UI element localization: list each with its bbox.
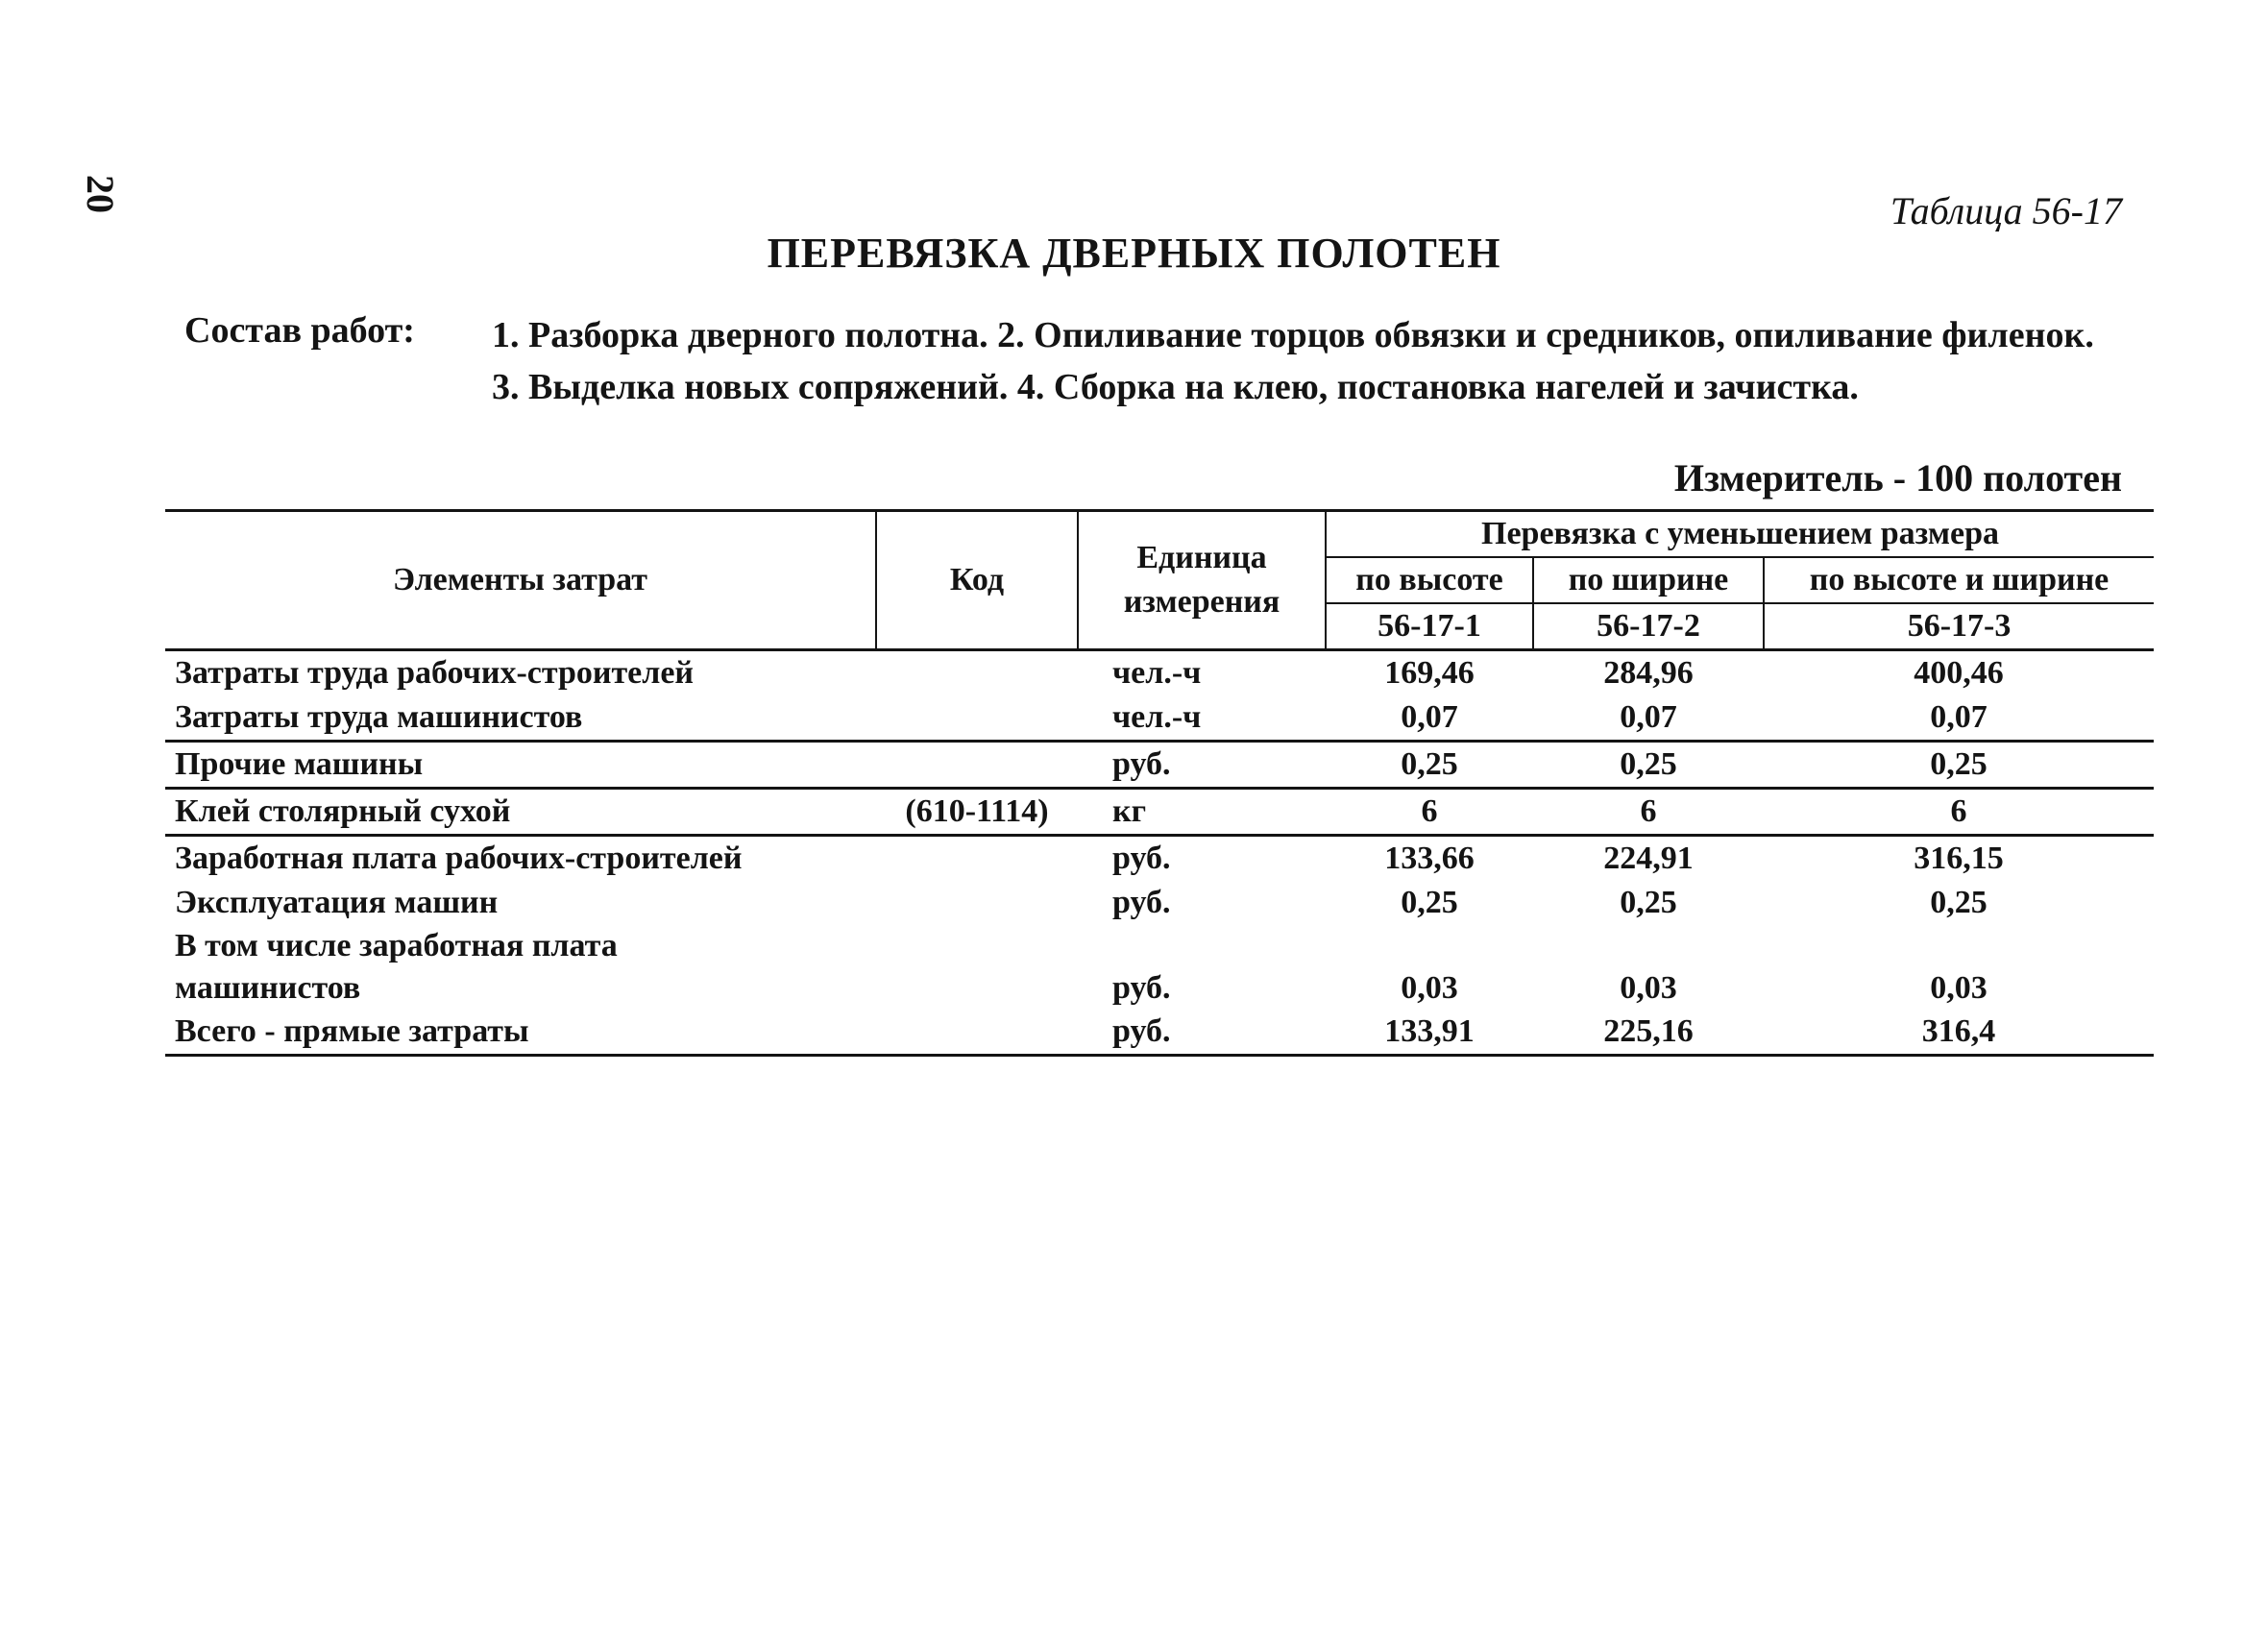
row-value-3 — [1764, 925, 2154, 967]
header-unit — [1078, 511, 1326, 650]
header-unit-line1: Единица — [1136, 540, 1267, 575]
row-unit: руб. — [1112, 841, 1171, 876]
row-value-1: 133,91 — [1326, 1010, 1533, 1056]
row-code — [876, 695, 1078, 742]
work-composition-label: Состав работ: — [184, 310, 415, 351]
page-number: 20 — [79, 175, 122, 213]
row-name: Затраты труда рабочих-строителей — [175, 655, 695, 691]
row-unit: руб. — [1078, 742, 1326, 789]
header-sub-height: по высоте — [1326, 557, 1533, 603]
header-code-2: 56-17-2 — [1533, 603, 1764, 650]
row-value-2: 225,16 — [1533, 1010, 1764, 1056]
measure-unit: Измеритель - 100 полотен — [1673, 456, 2122, 500]
row-code — [876, 881, 1078, 925]
row-value-3: 6 — [1764, 789, 2154, 836]
table-row — [165, 1010, 2154, 1056]
row-code: (610-1114) — [876, 789, 1078, 836]
row-name: Прочие машины — [165, 742, 876, 789]
page-title: ПЕРЕВЯЗКА ДВЕРНЫХ ПОЛОТЕН — [767, 230, 1501, 277]
row-value-1: 0,07 — [1326, 695, 1533, 742]
header-code-3: 56-17-3 — [1764, 603, 2154, 650]
row-name: Клей столярный сухой — [165, 789, 876, 836]
table-row — [165, 836, 2154, 882]
row-unit: кг — [1078, 789, 1326, 836]
row-code — [876, 925, 1078, 967]
row-value-1: 6 — [1326, 789, 1533, 836]
row-unit: руб. — [1078, 1010, 1326, 1056]
row-value-1: 0,25 — [1326, 742, 1533, 789]
row-value-3: 0,07 — [1764, 695, 2154, 742]
row-value-3: 0,25 — [1930, 885, 1988, 920]
row-value-3: 0,03 — [1930, 970, 1988, 1006]
row-name: Заработная плата рабочих-строителей — [175, 841, 743, 876]
table-row — [165, 742, 2154, 789]
row-code — [876, 836, 1078, 882]
row-value-2: 0,07 — [1533, 695, 1764, 742]
row-value-3: 400,46 — [1914, 655, 2004, 691]
row-value-2: 0,25 — [1620, 885, 1677, 920]
row-value-1 — [1326, 925, 1533, 967]
header-code: Код — [876, 511, 1078, 650]
table-row — [165, 967, 2154, 1010]
row-value-2 — [1533, 925, 1764, 967]
table-row — [165, 789, 2154, 836]
row-code — [876, 742, 1078, 789]
row-value-1: 0,25 — [1401, 885, 1458, 920]
row-unit: руб. — [1112, 885, 1171, 920]
header-unit-line2: измерения — [1123, 584, 1280, 620]
table-label: Таблица 56-17 — [1890, 189, 2122, 232]
header-sub-both: по высоте и ширине — [1764, 557, 2154, 603]
row-name: Затраты труда машинистов — [165, 695, 876, 742]
row-value-1: 133,66 — [1384, 841, 1475, 876]
header-code-1: 56-17-1 — [1326, 603, 1533, 650]
row-unit — [1078, 925, 1326, 967]
row-name: машинистов — [175, 970, 361, 1006]
row-unit: руб. — [1112, 970, 1171, 1006]
table-body — [165, 650, 2154, 1056]
table-row — [165, 695, 2154, 742]
header-group: Перевязка с уменьшением размера — [1326, 511, 2154, 558]
table-row — [165, 925, 2154, 967]
row-value-3: 316,4 — [1764, 1010, 2154, 1056]
row-name: Эксплуатация машин — [175, 885, 499, 920]
row-value-1: 0,03 — [1401, 970, 1458, 1006]
row-value-2: 284,96 — [1603, 655, 1694, 691]
row-value-3: 316,15 — [1914, 841, 2004, 876]
row-value-2: 224,91 — [1603, 841, 1694, 876]
row-value-2: 0,25 — [1533, 742, 1764, 789]
row-name: В том числе заработная плата — [175, 928, 618, 963]
row-unit: чел.-ч — [1078, 695, 1326, 742]
row-value-3: 0,25 — [1764, 742, 2154, 789]
row-value-2: 6 — [1533, 789, 1764, 836]
row-code — [876, 967, 1078, 1010]
work-composition-text: 1. Разборка дверного полотна. 2. Опиливание торцов обвязки и средников, опиливание филенок. 3. Выделка новых сопряжений. 4. Сборка на клею, постановка нагелей и зачистка. — [492, 315, 2094, 407]
table-row — [165, 881, 2154, 925]
table-row — [165, 650, 2154, 696]
row-code — [876, 1010, 1078, 1056]
table-header — [165, 511, 2154, 650]
header-elements: Элементы затрат — [165, 511, 876, 650]
row-value-2: 0,03 — [1620, 970, 1677, 1006]
row-name: Всего - прямые затраты — [165, 1010, 876, 1056]
row-unit: чел.-ч — [1112, 655, 1202, 691]
header-sub-width: по ширине — [1533, 557, 1764, 603]
cost-table — [165, 509, 2154, 1057]
row-value-1: 169,46 — [1384, 655, 1475, 691]
row-code — [876, 650, 1078, 696]
